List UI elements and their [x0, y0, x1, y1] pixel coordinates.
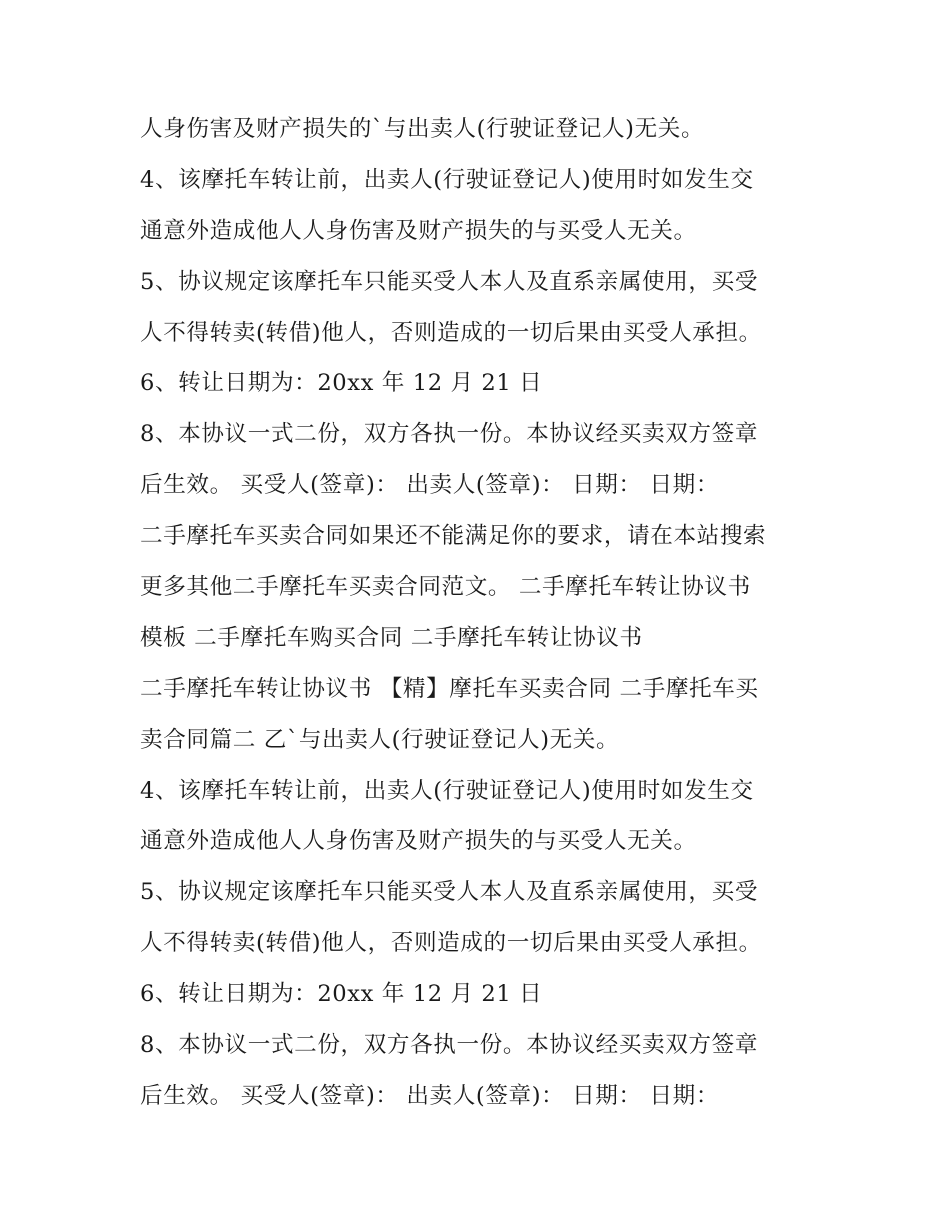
text-line: 6、转让日期为：20xx 年 12 月 21 日 — [140, 981, 543, 1008]
text-line: 人不得转卖(转借)他人，否则造成的一切后果由买受人承担。 — [140, 930, 762, 957]
text-line: 二手摩托车买卖合同如果还不能满足你的要求，请在本站搜索 — [140, 523, 767, 550]
text-line: 卖合同篇二 乙`与出卖人(行驶证登记人)无关。 — [140, 726, 620, 753]
text-line: 6、转让日期为：20xx 年 12 月 21 日 — [140, 370, 543, 397]
text-line: 通意外造成他人人身伤害及财产损失的与买受人无关。 — [140, 217, 697, 244]
text-line: 4、该摩托车转让前，出卖人(行驶证登记人)使用时如发生交 — [140, 777, 754, 804]
text-line: 模板 二手摩托车购买合同 二手摩托车转让协议书 — [140, 624, 643, 651]
document-body — [140, 104, 830, 1122]
text-line: 8、本协议一式二份，双方各执一份。本协议经买卖双方签章 — [140, 1032, 759, 1059]
text-line: 更多其他二手摩托车买卖合同范文。 二手摩托车转让协议书 — [140, 574, 751, 601]
text-line: 人身伤害及财产损失的`与出卖人(行驶证登记人)无关。 — [140, 116, 705, 142]
text-line: 8、本协议一式二份，双方各执一份。本协议经买卖双方签章 — [140, 421, 759, 448]
text-line: 5、协议规定该摩托车只能买受人本人及直系亲属使用，买受 — [140, 268, 759, 295]
text-line: 人不得转卖(转借)他人，否则造成的一切后果由买受人承担。 — [140, 319, 762, 346]
text-line: 5、协议规定该摩托车只能买受人本人及直系亲属使用，买受 — [140, 879, 759, 906]
text-line: 通意外造成他人人身伤害及财产损失的与买受人无关。 — [140, 828, 697, 855]
text-line: 4、该摩托车转让前，出卖人(行驶证登记人)使用时如发生交 — [140, 166, 754, 193]
text-line: 二手摩托车转让协议书 【精】摩托车买卖合同 二手摩托车买 — [140, 675, 759, 702]
text-line: 后生效。 买受人(签章)： 出卖人(签章)： 日期： 日期： — [140, 472, 720, 499]
text-line: 后生效。 买受人(签章)： 出卖人(签章)： 日期： 日期： — [140, 1082, 720, 1109]
